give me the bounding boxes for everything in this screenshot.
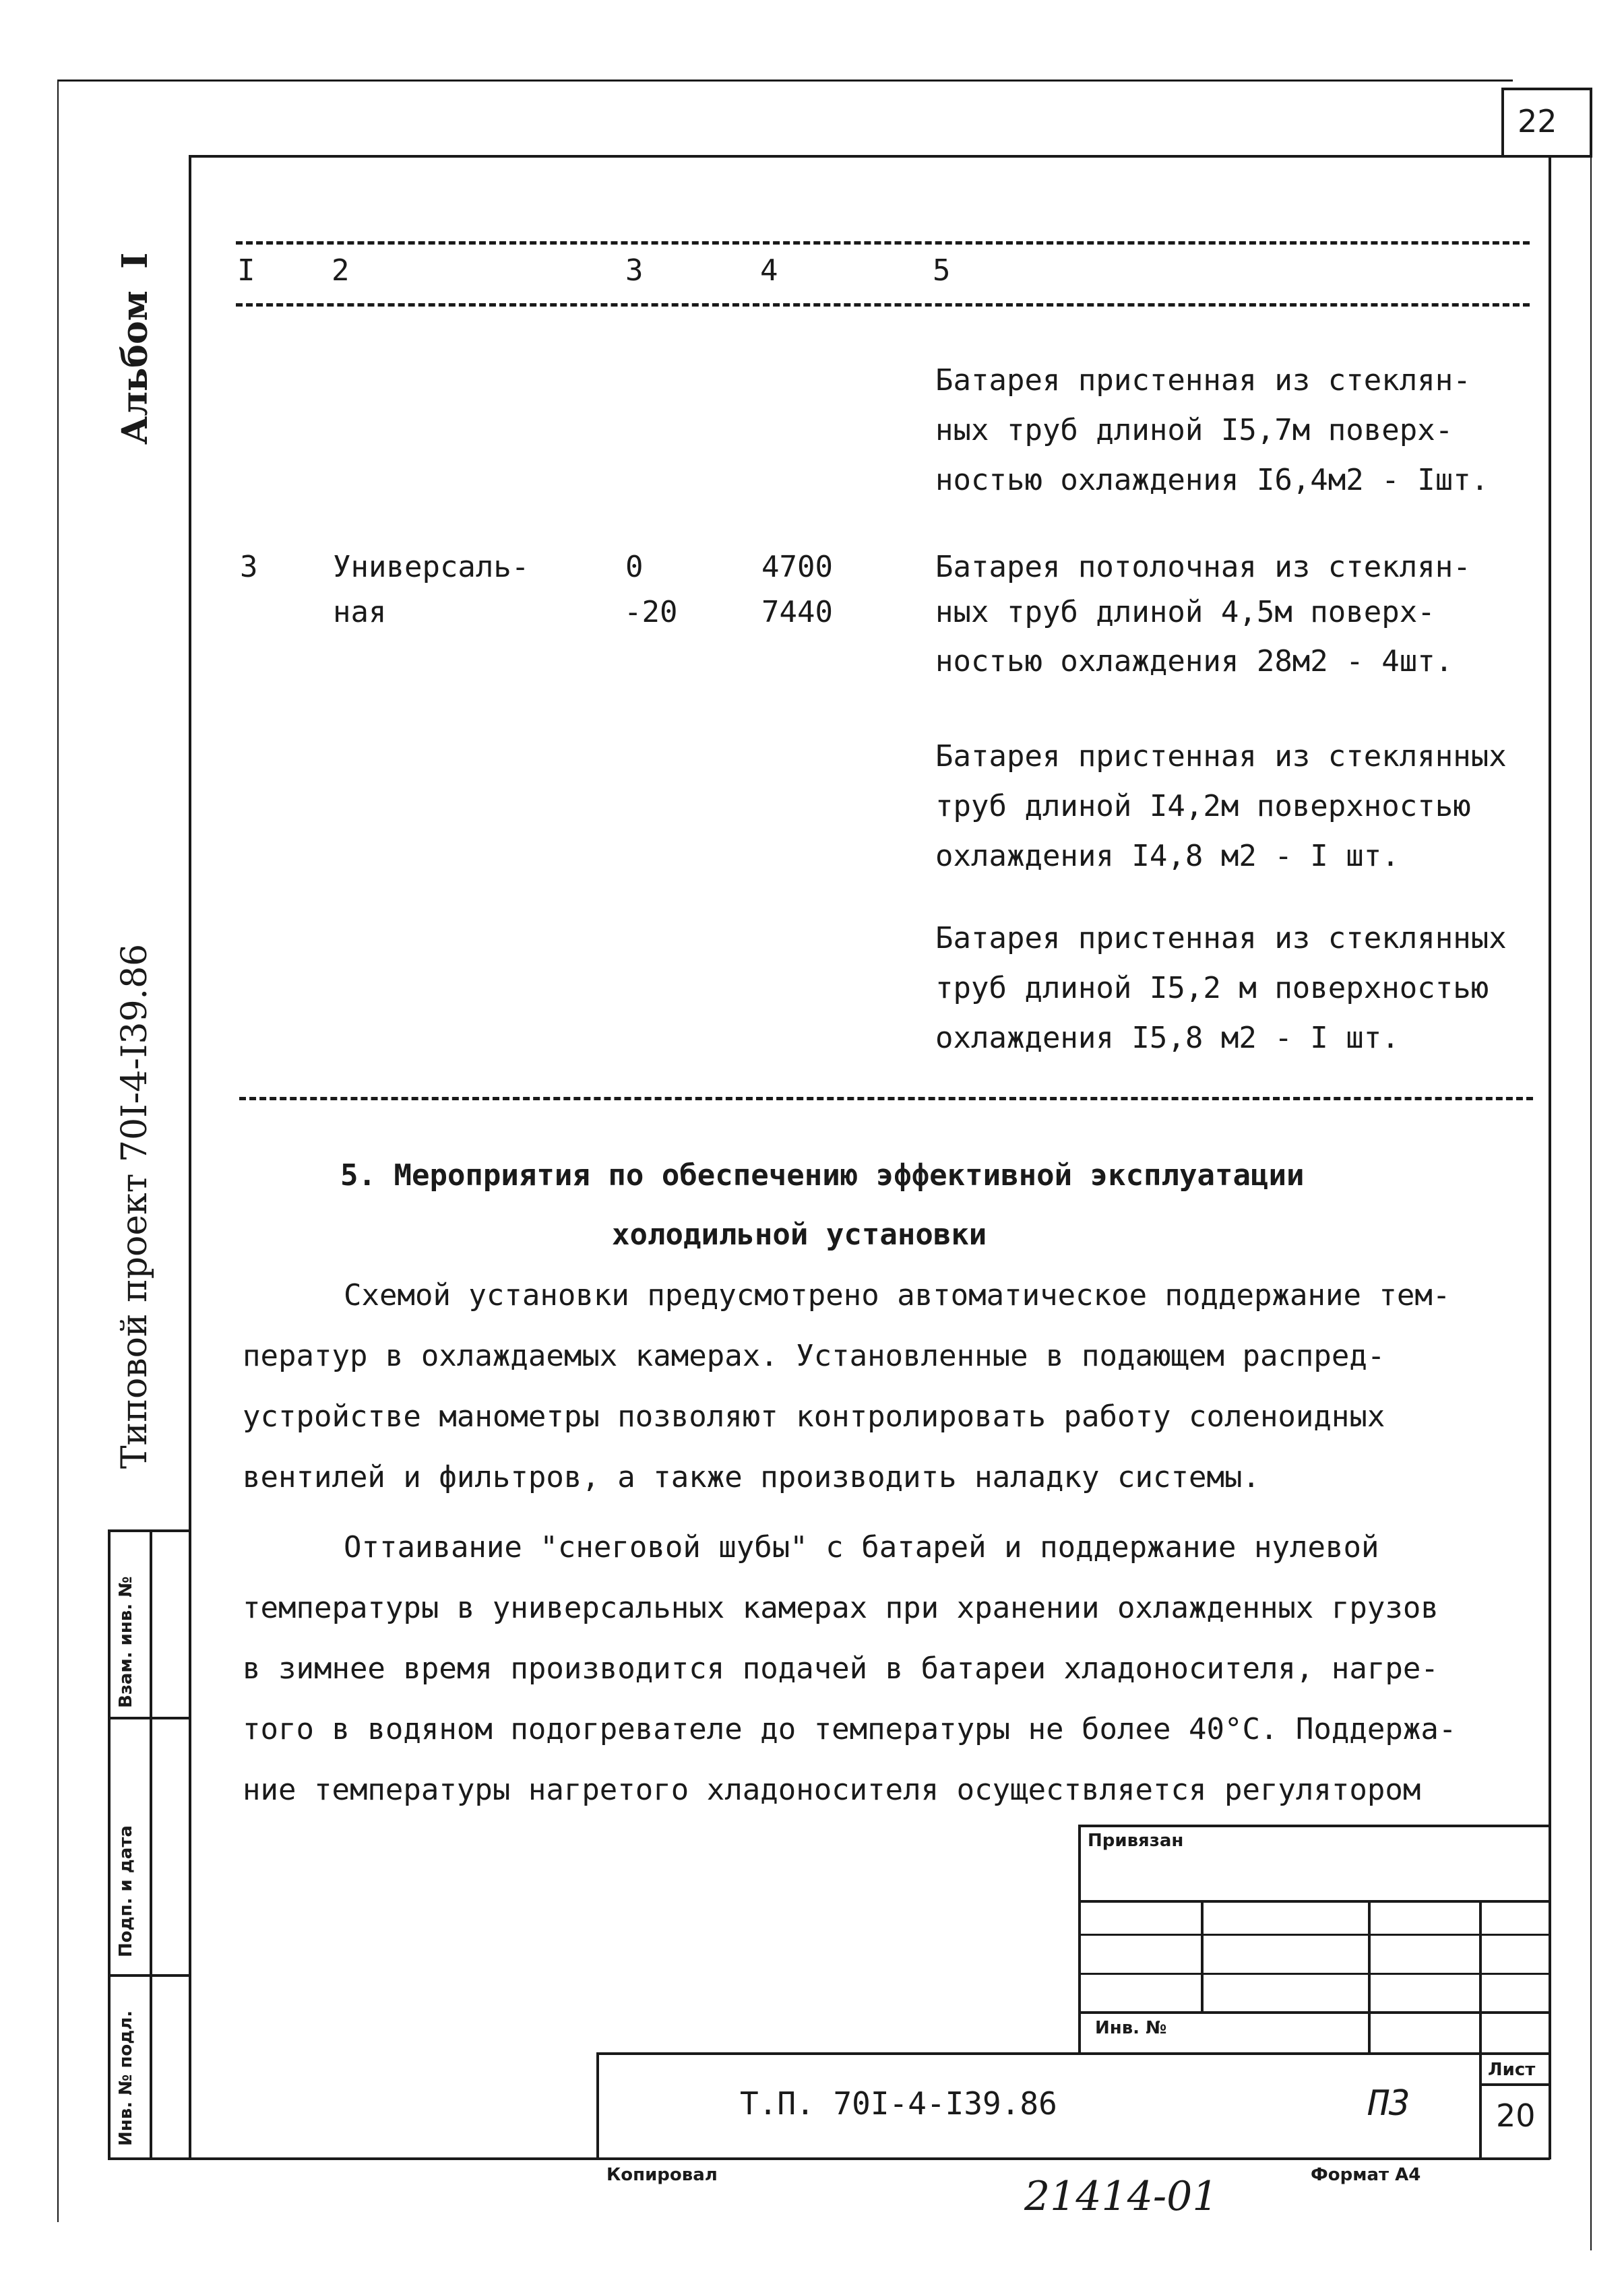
corner-number: 22: [1518, 103, 1557, 139]
section-title-line-1: 5. Мероприятия по обеспечению эффективной эксплуатации: [340, 1158, 1305, 1193]
row3-name-line-2: ная: [333, 595, 387, 629]
side-stamp-divider-2: [108, 1717, 190, 1719]
stamp-inv-no: Инв. №: [1095, 2018, 1167, 2038]
row3-number: 3: [240, 550, 258, 584]
stamp-doc-type: П3: [1368, 2083, 1410, 2124]
frame-right-line: [1549, 155, 1551, 2159]
paragraph1-line-4: вентилей и фильтров, а также производить наладку системы.: [243, 1460, 1260, 1494]
paragraph1-line-3: устройстве манометры позволяют контролировать работу соленоидных: [243, 1399, 1385, 1434]
block3-line-2: труб длиной I5,2 м поверхностью: [935, 971, 1489, 1005]
stamp-main-top: [596, 2052, 1550, 2055]
paragraph2-line-1: Оттаивание "снеговой шубы" с батарей и поддержание нулевой: [344, 1530, 1379, 1564]
section-title-line-2: холодильной установки: [612, 1218, 987, 1252]
stamp-sheet-left: [1479, 2052, 1482, 2159]
album-numeral: I: [115, 252, 156, 270]
block2-line-2: труб длиной I4,2м поверхностью: [935, 789, 1471, 823]
row3-value-2: 7440: [761, 595, 833, 629]
header-col-1: I: [237, 253, 255, 288]
header-col-5: 5: [933, 253, 951, 288]
header-col-4: 4: [760, 253, 778, 288]
row3-desc-line-1: Батарея потолочная из стеклян-: [935, 550, 1471, 584]
row3-temp-1: 0: [625, 550, 644, 584]
paragraph2-line-4: того в водяном подогревателе до температуры не более 40°С. Поддержа-: [243, 1712, 1457, 1746]
album-label: [115, 253, 156, 445]
side-stamp-vzam: Взам. инв. №: [116, 1576, 136, 1708]
paragraph1-line-1: Схемой установки предусмотрено автоматическое поддержание тем-: [344, 1278, 1451, 1313]
row3-desc-line-3: ностью охлаждения 28м2 - 4шт.: [935, 644, 1454, 678]
stamp-col-2: [1368, 1900, 1371, 2054]
stamp-col-1: [1201, 1900, 1204, 2011]
block3-line-3: охлаждения I5,8 м2 - I шт.: [935, 1021, 1400, 1055]
block2-line-3: охлаждения I4,8 м2 - I шт.: [935, 839, 1400, 873]
footer-format: Формат А4: [1311, 2165, 1421, 2185]
header-col-2: 2: [332, 253, 350, 288]
pre-block-line-2: ных труб длиной I5,7м поверх-: [935, 413, 1454, 447]
left-margin-line: [108, 1529, 111, 2159]
table-header-dash: [236, 303, 1530, 307]
header-col-3: 3: [625, 253, 644, 288]
stamp-sheet-divider: [1479, 2083, 1550, 2086]
row3-name-line-1: Универсаль-: [333, 550, 530, 584]
block3-line-1: Батарея пристенная из стеклянных: [935, 921, 1507, 955]
stamp-sheet-label: Лист: [1488, 2060, 1536, 2080]
row3-value-1: 4700: [761, 550, 833, 584]
row3-desc-line-2: ных труб длиной 4,5м поверх-: [935, 595, 1435, 629]
frame-bottom-line: [108, 2157, 1550, 2160]
top-outer-line: [57, 80, 1513, 82]
stamp-main-left: [596, 2052, 599, 2159]
frame-left-line: [189, 155, 191, 2159]
side-stamp-podp: Подп. и дата: [116, 1825, 136, 1957]
paragraph2-line-3: в зимнее время производится подачей в батареи хладоносителя, нагре-: [243, 1651, 1439, 1686]
pre-block-line-1: Батарея пристенная из стеклян-: [935, 363, 1471, 398]
stamp-privyazan: Привязан: [1088, 1831, 1184, 1851]
stamp-left-line: [1078, 1825, 1081, 2054]
stamp-col-3: [1479, 1900, 1482, 2054]
paragraph1-line-2: ператур в охлаждаемых камерах. Установленные в подающем распред-: [243, 1339, 1385, 1373]
paragraph2-line-2: температуры в универсальных камерах при хранении охлажденных грузов: [243, 1591, 1439, 1625]
project-label: Типовой проект 70I-4-I39.86: [115, 943, 155, 1469]
paragraph2-line-5: ние температуры нагретого хладоносителя осуществляется регулятором: [243, 1773, 1421, 1807]
side-stamp-inv-podl: Инв. № подл.: [116, 2010, 136, 2146]
row3-temp-2: -20: [624, 595, 678, 629]
side-stamp-divider-1: [108, 1529, 190, 1532]
pre-block-line-3: ностью охлаждения I6,4м2 - Iшт.: [935, 463, 1489, 497]
block2-line-1: Батарея пристенная из стеклянных: [935, 739, 1507, 773]
side-stamp-inner-line: [150, 1529, 152, 2159]
footer-handwritten: 21414-01: [1024, 2173, 1218, 2220]
frame-top-line: [189, 155, 1590, 158]
stamp-doc-code: Т.П. 70I-4-I39.86: [740, 2085, 1057, 2122]
table-top-dash: [236, 241, 1530, 245]
side-stamp-divider-3: [108, 1974, 190, 1977]
table-bottom-dash: [239, 1097, 1533, 1100]
stamp-sheet-number: 20: [1496, 2097, 1536, 2134]
album-label-text: Альбом: [115, 290, 156, 445]
footer-copied: Копировал: [606, 2165, 718, 2185]
far-right-line: [1590, 155, 1592, 2250]
far-left-line: [57, 80, 59, 2222]
